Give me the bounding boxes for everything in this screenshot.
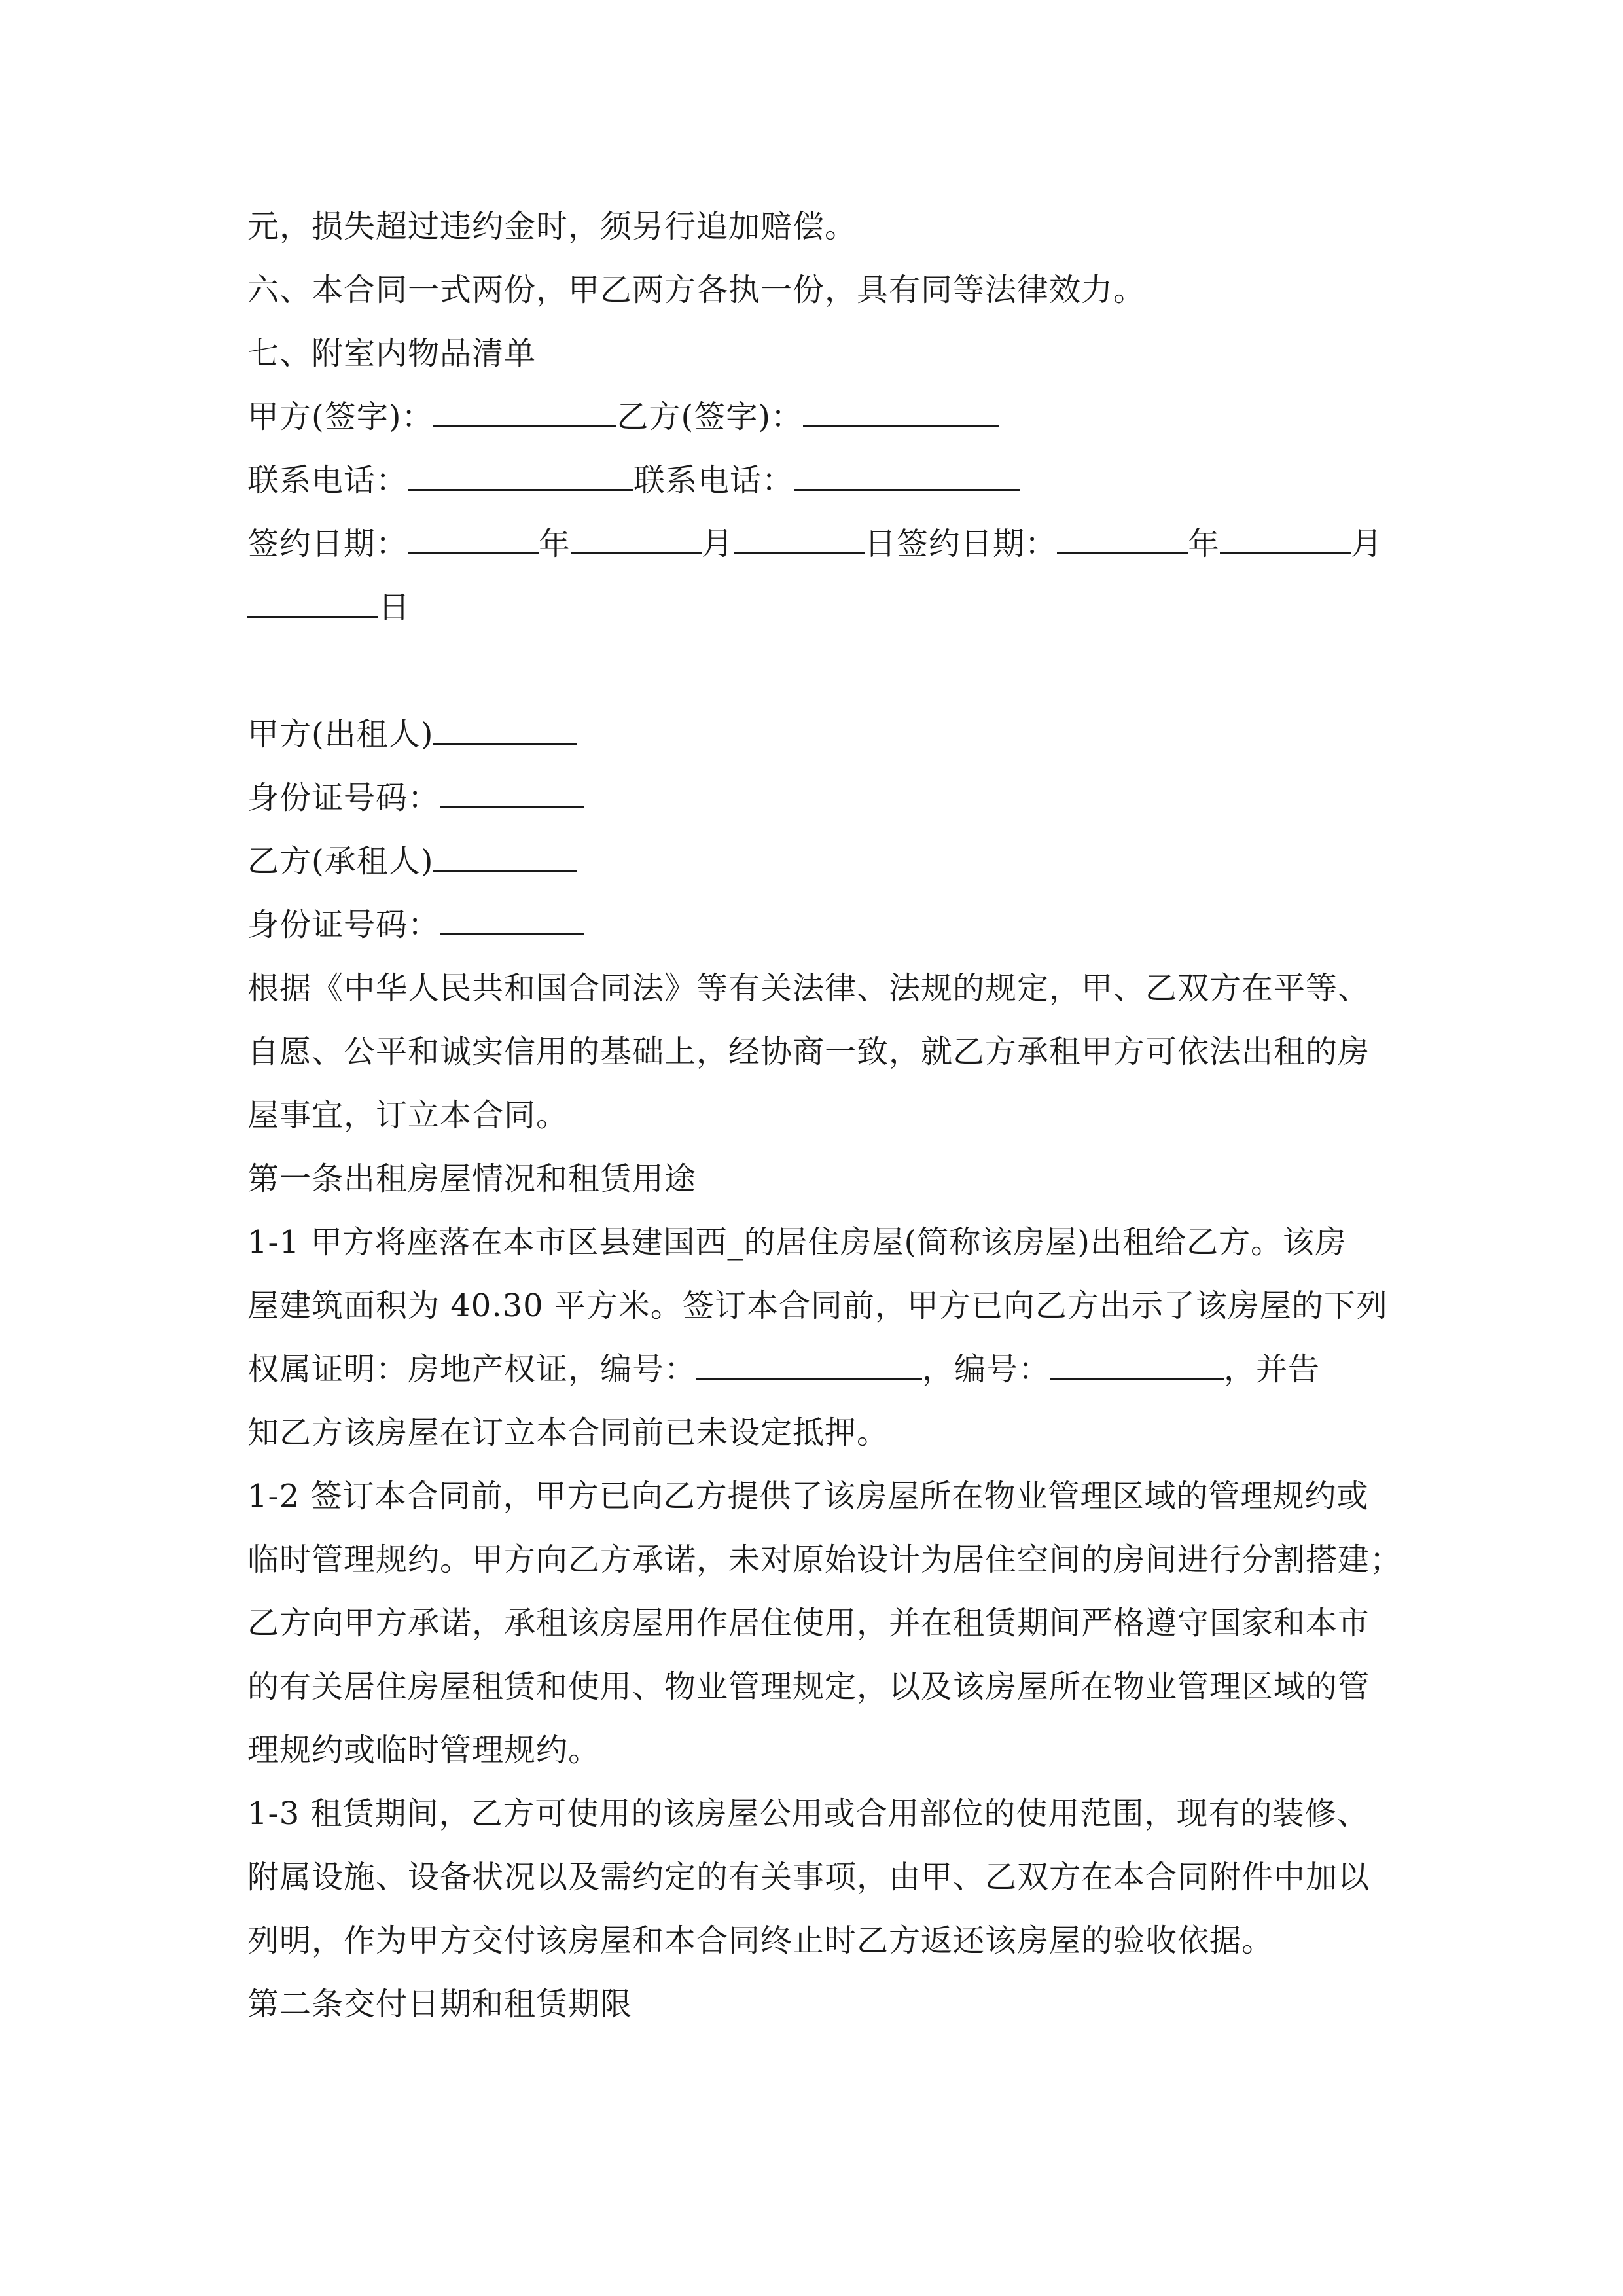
date-a-month-blank[interactable] — [571, 521, 702, 554]
certificate-number-blank[interactable] — [696, 1346, 922, 1380]
article-1-title: 第一条出租房屋情况和租赁用途 — [247, 1160, 697, 1197]
clause-1-1-line: 1-1 甲方将座落在本市区县建国西_的居住房屋(简称该房屋)出租给乙方。该房 — [247, 1224, 1347, 1261]
phone-b-blank[interactable] — [794, 457, 1020, 491]
phone-b-label: 联系电话： — [633, 462, 794, 499]
lessee-label: 乙方(承租人) — [247, 843, 434, 880]
preamble-line: 屋事宜，订立本合同。 — [247, 1097, 569, 1134]
lessor-blank[interactable] — [433, 711, 577, 745]
certificate-label: 权属证明：房地产权证，编号： — [247, 1351, 697, 1388]
clause-1-1-line: 知乙方该房屋在订立本合同前已未设定抵押。 — [247, 1414, 889, 1451]
clause-1-1-line — [247, 1338, 1399, 1401]
clause-1-2-line: 理规约或临时管理规约。 — [247, 1732, 601, 1768]
date-b-year-blank[interactable] — [1057, 521, 1188, 554]
year-label: 年 — [1188, 526, 1221, 562]
phone-a-blank[interactable] — [408, 457, 633, 491]
id-a-blank[interactable] — [440, 775, 584, 808]
lessor-line — [247, 703, 1399, 766]
signature-line — [247, 386, 1399, 449]
spacer — [247, 639, 1399, 703]
id-b-blank[interactable] — [440, 902, 584, 935]
date-b-day-blank[interactable] — [247, 584, 378, 618]
clause-1-3-line: 列明，作为甲方交付该房屋和本合同终止时乙方返还该房屋的验收依据。 — [247, 1922, 1274, 1959]
phone-a-label: 联系电话： — [247, 462, 408, 499]
text-line: 六、本合同一式两份，甲乙两方各执一份，具有同等法律效力。 — [247, 272, 1146, 308]
number-label: ，编号： — [922, 1351, 1051, 1388]
id-a-line — [247, 766, 1399, 830]
clause-1-2-line: 的有关居住房屋租赁和使用、物业管理规定，以及该房屋所在物业管理区域的管 — [247, 1668, 1370, 1705]
text-line: 七、附室内物品清单 — [247, 335, 537, 372]
id-a-label: 身份证号码： — [247, 780, 440, 816]
article-2-title: 第二条交付日期和租赁期限 — [247, 1986, 633, 2022]
party-a-signature-label: 甲方(签字)： — [247, 399, 434, 435]
party-b-signature-blank[interactable] — [803, 394, 999, 427]
clause-text: ，并告 — [1224, 1351, 1321, 1388]
year-label: 年 — [539, 526, 571, 562]
date-a-label: 签约日期： — [247, 526, 408, 562]
contract-page — [247, 195, 1402, 2036]
party-a-signature-blank[interactable] — [433, 394, 616, 427]
clause-1-3-line: 附属设施、设备状况以及需约定的有关事项，由甲、乙双方在本合同附件中加以 — [247, 1859, 1370, 1895]
date-b-month-blank[interactable] — [1220, 521, 1351, 554]
second-number-blank[interactable] — [1050, 1346, 1224, 1380]
clause-1-2-line: 乙方向甲方承诺，承租该房屋用作居住使用，并在租赁期间严格遵守国家和本市 — [247, 1605, 1370, 1641]
id-b-line — [247, 893, 1399, 957]
month-label: 月 — [1351, 526, 1383, 562]
clause-1-2-line: 临时管理规约。甲方向乙方承诺，未对原始设计为居住空间的房间进行分割搭建； — [247, 1541, 1402, 1578]
day-label: 日 — [378, 589, 411, 626]
lessor-label: 甲方(出租人) — [247, 716, 434, 753]
id-b-label: 身份证号码： — [247, 906, 440, 943]
day-date-b-label: 日签约日期： — [865, 526, 1058, 562]
phone-line — [247, 449, 1399, 512]
party-b-signature-label: 乙方(签字)： — [616, 399, 803, 435]
preamble-line: 根据《中华人民共和国合同法》等有关法律、法规的规定，甲、乙双方在平等、 — [247, 970, 1370, 1007]
date-line-cont — [247, 576, 1399, 639]
date-line — [247, 512, 1399, 576]
preamble-line: 自愿、公平和诚实信用的基础上，经协商一致，就乙方承租甲方可依法出租的房 — [247, 1033, 1370, 1070]
lessee-line — [247, 830, 1399, 893]
lessee-blank[interactable] — [433, 838, 577, 872]
clause-1-3-line: 1-3 租赁期间，乙方可使用的该房屋公用或合用部位的使用范围，现有的装修、 — [247, 1795, 1369, 1832]
date-a-year-blank[interactable] — [408, 521, 539, 554]
date-a-day-blank[interactable] — [734, 521, 865, 554]
text-line: 元，损失超过违约金时，须另行追加赔偿。 — [247, 208, 857, 245]
clause-1-2-line: 1-2 签订本合同前，甲方已向乙方提供了该房屋所在物业管理区域的管理规约或 — [247, 1478, 1369, 1515]
clause-1-1-line: 屋建筑面积为 40.30 平方米。签订本合同前，甲方已向乙方出示了该房屋的下列 — [247, 1287, 1388, 1324]
month-label: 月 — [702, 526, 734, 562]
